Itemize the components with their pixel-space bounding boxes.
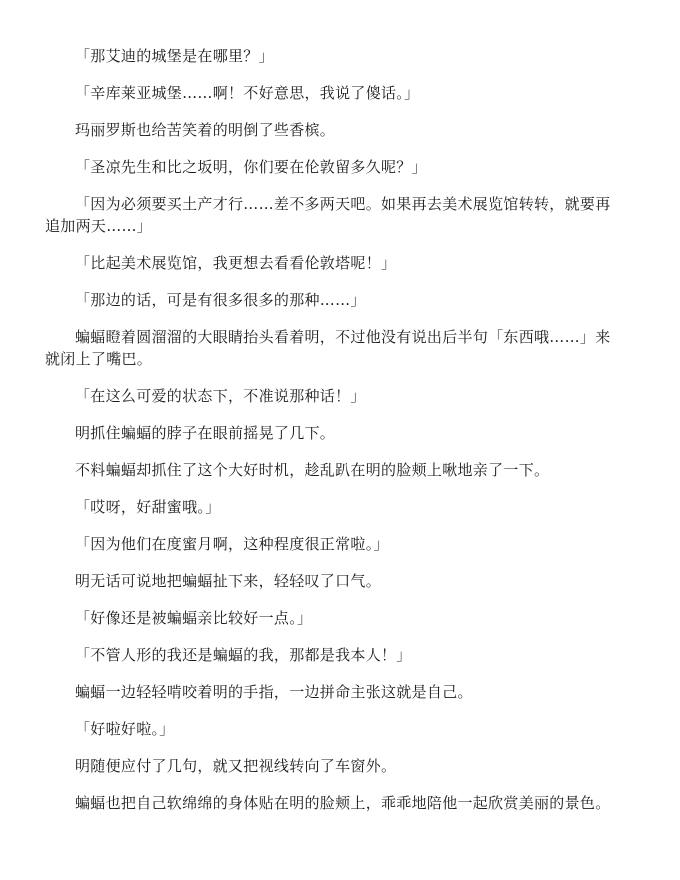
paragraph: 「比起美术展览馆，我更想去看看伦敦塔呢！」 [75,254,397,272]
paragraph: 蝙蝠一边轻轻啃咬着明的手指，一边拼命主张这就是自己。 [75,683,473,701]
paragraph: 「哎呀，好甜蜜哦。」 [75,498,221,516]
paragraph: 玛丽罗斯也给苦笑着的明倒了些香槟。 [75,121,336,139]
paragraph: 蝙蝠也把自己软绵绵的身体贴在明的脸颊上，乖乖地陪他一起欣赏美丽的景色。 [75,794,611,812]
paragraph: 蝙蝠瞪着圆溜溜的大眼睛抬头看着明，不过他没有说出后半句「东西哦……」来就闭上了嘴巴。 [45,328,611,368]
paragraph: 「那艾迪的城堡是在哪里？」 [75,47,274,65]
paragraph: 「因为必须要买土产才行……差不多两天吧。如果再去美术展览馆转转，就要再追加两天……」 [45,195,611,235]
paragraph: 「因为他们在度蜜月啊，这种程度很正常啦。」 [75,535,389,553]
paragraph: 不料蝙蝠却抓住了这个大好时机，趁乱趴在明的脸颊上啾地亲了一下。 [75,461,550,479]
paragraph: 「在这么可爱的状态下，不准说那种话！」 [75,387,366,405]
paragraph: 「那边的话，可是有很多很多的那种……」 [75,291,366,309]
paragraph: 「辛库莱亚城堡……啊！不好意思，我说了傻话。」 [75,84,420,102]
paragraph: 「不管人形的我还是蝙蝠的我，那都是我本人！」 [75,646,412,664]
paragraph: 「好啦好啦。」 [75,720,175,738]
paragraph: 明无话可说地把蝙蝠扯下来，轻轻叹了口气。 [75,572,382,590]
paragraph: 明抓住蝙蝠的脖子在眼前摇晃了几下。 [75,424,336,442]
paragraph: 「好像还是被蝙蝠亲比较好一点。」 [75,609,313,627]
paragraph: 「圣凉先生和比之坂明，你们要在伦敦留多久呢？」 [75,158,427,176]
paragraph: 明随便应付了几句，就又把视线转向了车窗外。 [75,757,397,775]
